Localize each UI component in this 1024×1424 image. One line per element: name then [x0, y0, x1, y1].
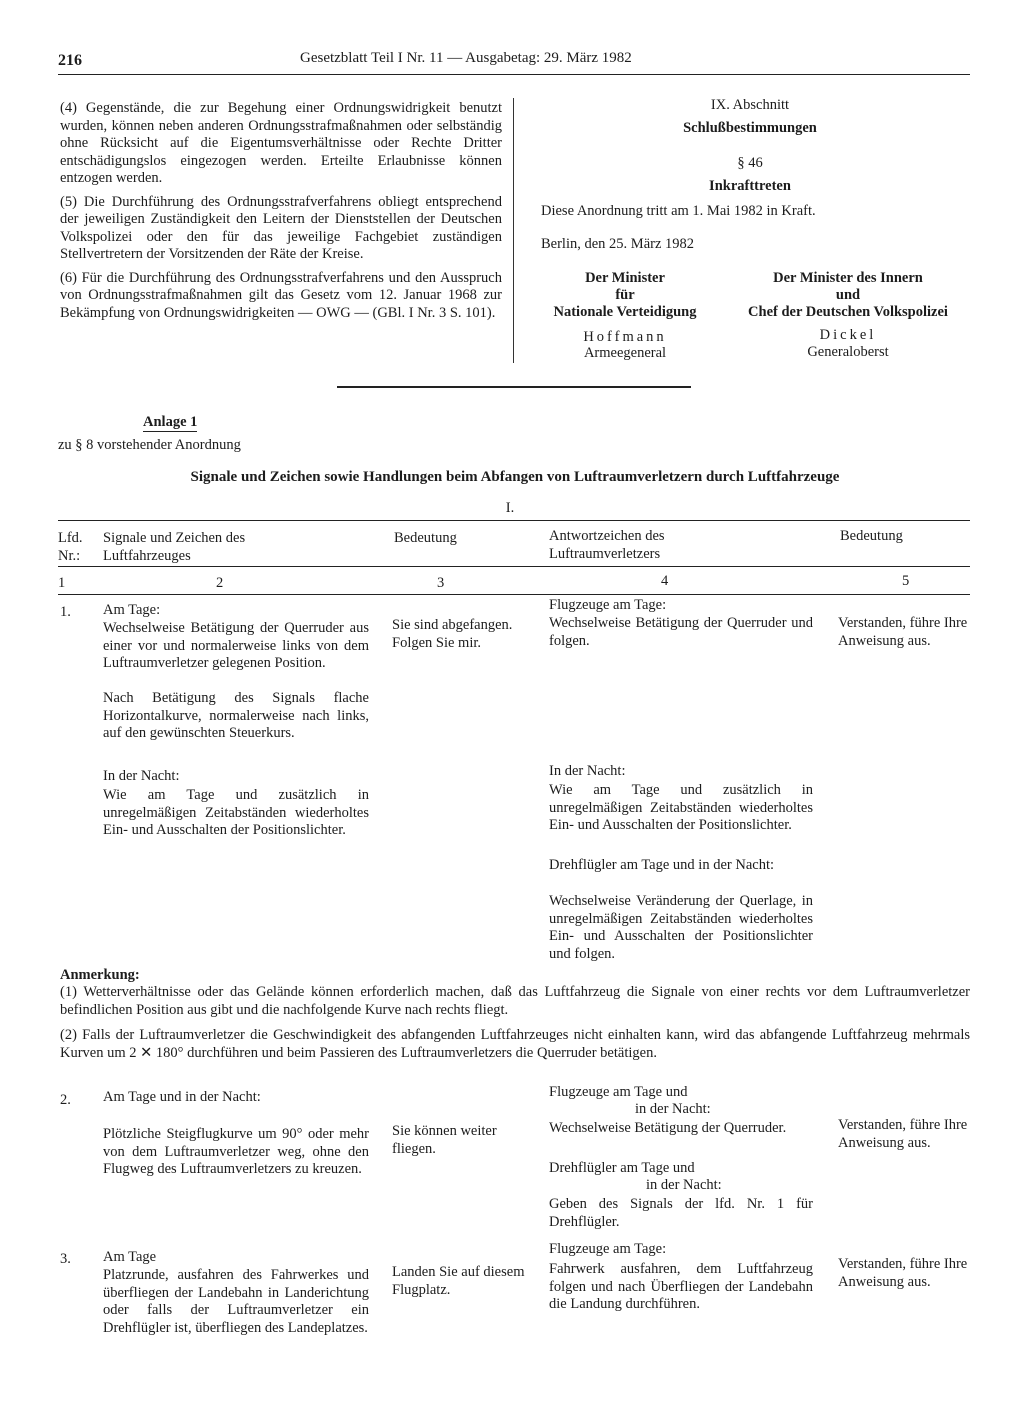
annex-part: I. [505, 500, 515, 516]
row2-answer-heli-label-1: Drehflügler am Tage und [549, 1160, 695, 1176]
col-number-1: 1 [58, 575, 66, 591]
signatory-left-line3: Nationale Verteidigung [553, 304, 697, 320]
section-title: Schlußbestimmungen [683, 120, 817, 136]
column-divider [513, 98, 514, 363]
signatory-right-line1: Der Minister des Innern [773, 270, 923, 286]
annex-label-text: Anlage 1 [143, 414, 198, 430]
signatory-right-line3: Chef der Deutschen Volkspolizei [748, 304, 948, 320]
annex-subtitle: zu § 8 vorstehender Anordnung [58, 437, 241, 453]
row2-signal: Plötzliche Steigflugkurve um 90° oder mehr von dem Luftraumverletzer weg, ohne den Flugweg des Luftraumverletzers zu kreuzen. [103, 1126, 369, 1177]
row3-number: 3. [60, 1251, 71, 1267]
row1-answer-day: Wechselweise Betätigung der Querruder und folgen. [549, 615, 813, 649]
row1-answer-night-label: In der Nacht: [549, 763, 626, 779]
row1-answer-heli: Wechselweise Veränderung der Querlage, in unregelmäßigen Zeitabständen wiederholtes Ein- und Ausschalten der Positionslichter und folgen. [549, 893, 813, 962]
header-rule [58, 74, 970, 75]
row2-answer-plane-label-1: Flugzeuge am Tage und [549, 1084, 688, 1100]
col-header-meaning: Bedeutung [394, 530, 457, 546]
row2-answer-plane: Wechselweise Betätigung der Querruder. [549, 1120, 787, 1136]
row2-number: 2. [60, 1092, 71, 1108]
col-header-signal: Signale und Zeichen des Luftfahrzeuges [103, 530, 246, 564]
col-number-4: 4 [661, 573, 669, 589]
row1-signal-day-2: Nach Betätigung des Signals flache Horizontalkurve, normalerweise nach links, auf den gewünschten Steuerkurs. [103, 690, 369, 741]
row1-meaning2: Verstanden, führe Ihre Anweisung aus. [838, 615, 968, 649]
col-header-nr: Lfd. Nr.: [58, 530, 83, 564]
header-mid-rule [58, 566, 970, 567]
row1-signal-day-1: Wechselweise Betätigung der Querruder aus einer vor und normalerweise links von dem Luftraumverletzer gelegenen Position. [103, 620, 369, 671]
paragraph-number: § 46 [737, 155, 763, 171]
paragraph-4: (4) Gegenstände, die zur Begehung einer Ordnungswidrigkeit benutzt wurden, können neben anderen Ordnungsstrafmaßnahmen oder selbständig ohne Rücksicht auf die Eigentumsverhältnisse oder Rechte Dritter entschädigungslos eingezogen werden. Erteilte Erlaubnisse können entzogen werden. [60, 100, 502, 186]
enactment-text: Diese Anordnung tritt am 1. Mai 1982 in Kraft. [541, 203, 816, 219]
row2-label: Am Tage und in der Nacht: [103, 1089, 261, 1105]
signatory-left-name: Hoffmann [583, 329, 667, 345]
row1-night-label: In der Nacht: [103, 768, 180, 784]
row3-label: Am Tage [103, 1249, 157, 1265]
paragraph-title: Inkrafttreten [709, 178, 791, 194]
row3-answer: Fahrwerk ausfahren, dem Luftfahrzeug folgen und nach Überfliegen der Landebahn die Landung durchführen. [549, 1261, 813, 1312]
page-number: 216 [58, 52, 82, 69]
col-header-meaning2: Bedeutung [840, 528, 903, 544]
table-top-rule [58, 520, 970, 521]
signatory-left-rank: Armeegeneral [583, 345, 667, 361]
place-date: Berlin, den 25. März 1982 [541, 236, 695, 252]
row3-meaning2: Verstanden, führe Ihre Anweisung aus. [838, 1256, 968, 1290]
col-number-5: 5 [902, 573, 910, 589]
section-separator [337, 386, 691, 388]
row2-answer-heli: Geben des Signals der lfd. Nr. 1 für Drehflügler. [549, 1196, 813, 1230]
annex-title: Signale und Zeichen sowie Handlungen beim Abfangen von Luftraumverletzern durch Luftfahrzeuge [190, 469, 840, 485]
signatory-left-line2: für [615, 287, 635, 303]
col-number-3: 3 [437, 575, 445, 591]
row1-number: 1. [60, 604, 71, 620]
running-title: Gesetzblatt Teil I Nr. 11 — Ausgabetag: 29. März 1982 [300, 50, 632, 66]
row2-answer-plane-label-2: in der Nacht: [635, 1101, 711, 1117]
paragraph-5: (5) Die Durchführung des Ordnungsstrafverfahrens obliegt entsprechend der jeweiligen Zuständigkeit den Leitern der Dienststellen der Deutschen Volkspolizei oder den für das jeweilige Fachgebiet zuständigen Stellvertretern der Vorsitzenden der Räte der Kreise. [60, 193, 502, 262]
row1-meaning: Sie sind abgefangen. Folgen Sie mir. [392, 617, 513, 651]
row2-meaning2: Verstanden, führe Ihre Anweisung aus. [838, 1117, 968, 1151]
col-number-2: 2 [216, 575, 224, 591]
row2-answer-heli-label-2: in der Nacht: [646, 1177, 722, 1193]
row3-meaning: Landen Sie auf diesem Flugplatz. [392, 1264, 525, 1298]
section-heading: IX. Abschnitt [710, 97, 790, 113]
annex-label [143, 414, 197, 432]
row1-answer-day-label: Flugzeuge am Tage: [549, 597, 667, 613]
paragraph-6: (6) Für die Durchführung des Ordnungsstrafverfahrens und den Ausspruch von Ordnungsstrafmaßnahmen gilt das Gesetz vom 12. Januar 1968 zur Bekämpfung von Ordnungswidrigkeiten — OWG — (GBl. I Nr. 3 S. 101). [60, 269, 502, 321]
note-title: Anmerkung: [60, 967, 140, 983]
signatory-right-name: Dickel [819, 327, 877, 343]
row1-answer-heli-label: Drehflügler am Tage und in der Nacht: [549, 857, 774, 873]
left-column [60, 100, 502, 328]
signatory-right-rank: Generaloberst [807, 344, 889, 360]
row2-meaning: Sie können weiter fliegen. [392, 1123, 497, 1157]
row3-answer-label: Flugzeuge am Tage: [549, 1241, 667, 1257]
col-header-answer: Antwortzeichen des Luftraumverletzers [549, 528, 665, 562]
row1-day-label: Am Tage: [103, 602, 161, 618]
row1-answer-night: Wie am Tage und zusätzlich in unregelmäßigen Zeitabständen wiederholtes Ein- und Ausschalten der Positionslichter. [549, 782, 813, 833]
row1-signal-night: Wie am Tage und zusätzlich in unregelmäßigen Zeitabständen wiederholtes Ein- und Ausschalten der Positionslichter. [103, 787, 369, 838]
note-2: (2) Falls der Luftraumverletzer die Geschwindigkeit des abfangenden Luftfahrzeuges nicht einhalten kann, wird das abfangende Luftfahrzeug mehrmals Kurven um 2 ✕ 180° durchführen und beim Passieren des Luftraumverletzers die Querruder betätigen. [60, 1027, 970, 1061]
signatory-right-line2: und [835, 287, 861, 303]
row3-signal: Platzrunde, ausfahren des Fahrwerkes und überfliegen der Landebahn in Landerichtung oder falls der Luftraumverletzer ein Drehflügler ist, überfliegen des Landeplatzes. [103, 1267, 369, 1336]
note-1: (1) Wetterverhältnisse oder das Gelände können erforderlich machen, daß das Luftfahrzeug die Signale von einer rechts vor dem Luftraumverletzer befindlichen Position aus gibt und die nachfolgende Kurve nach rechts fliegt. [60, 984, 970, 1018]
header-bottom-rule [58, 594, 970, 595]
signatory-left-line1: Der Minister [585, 270, 665, 286]
